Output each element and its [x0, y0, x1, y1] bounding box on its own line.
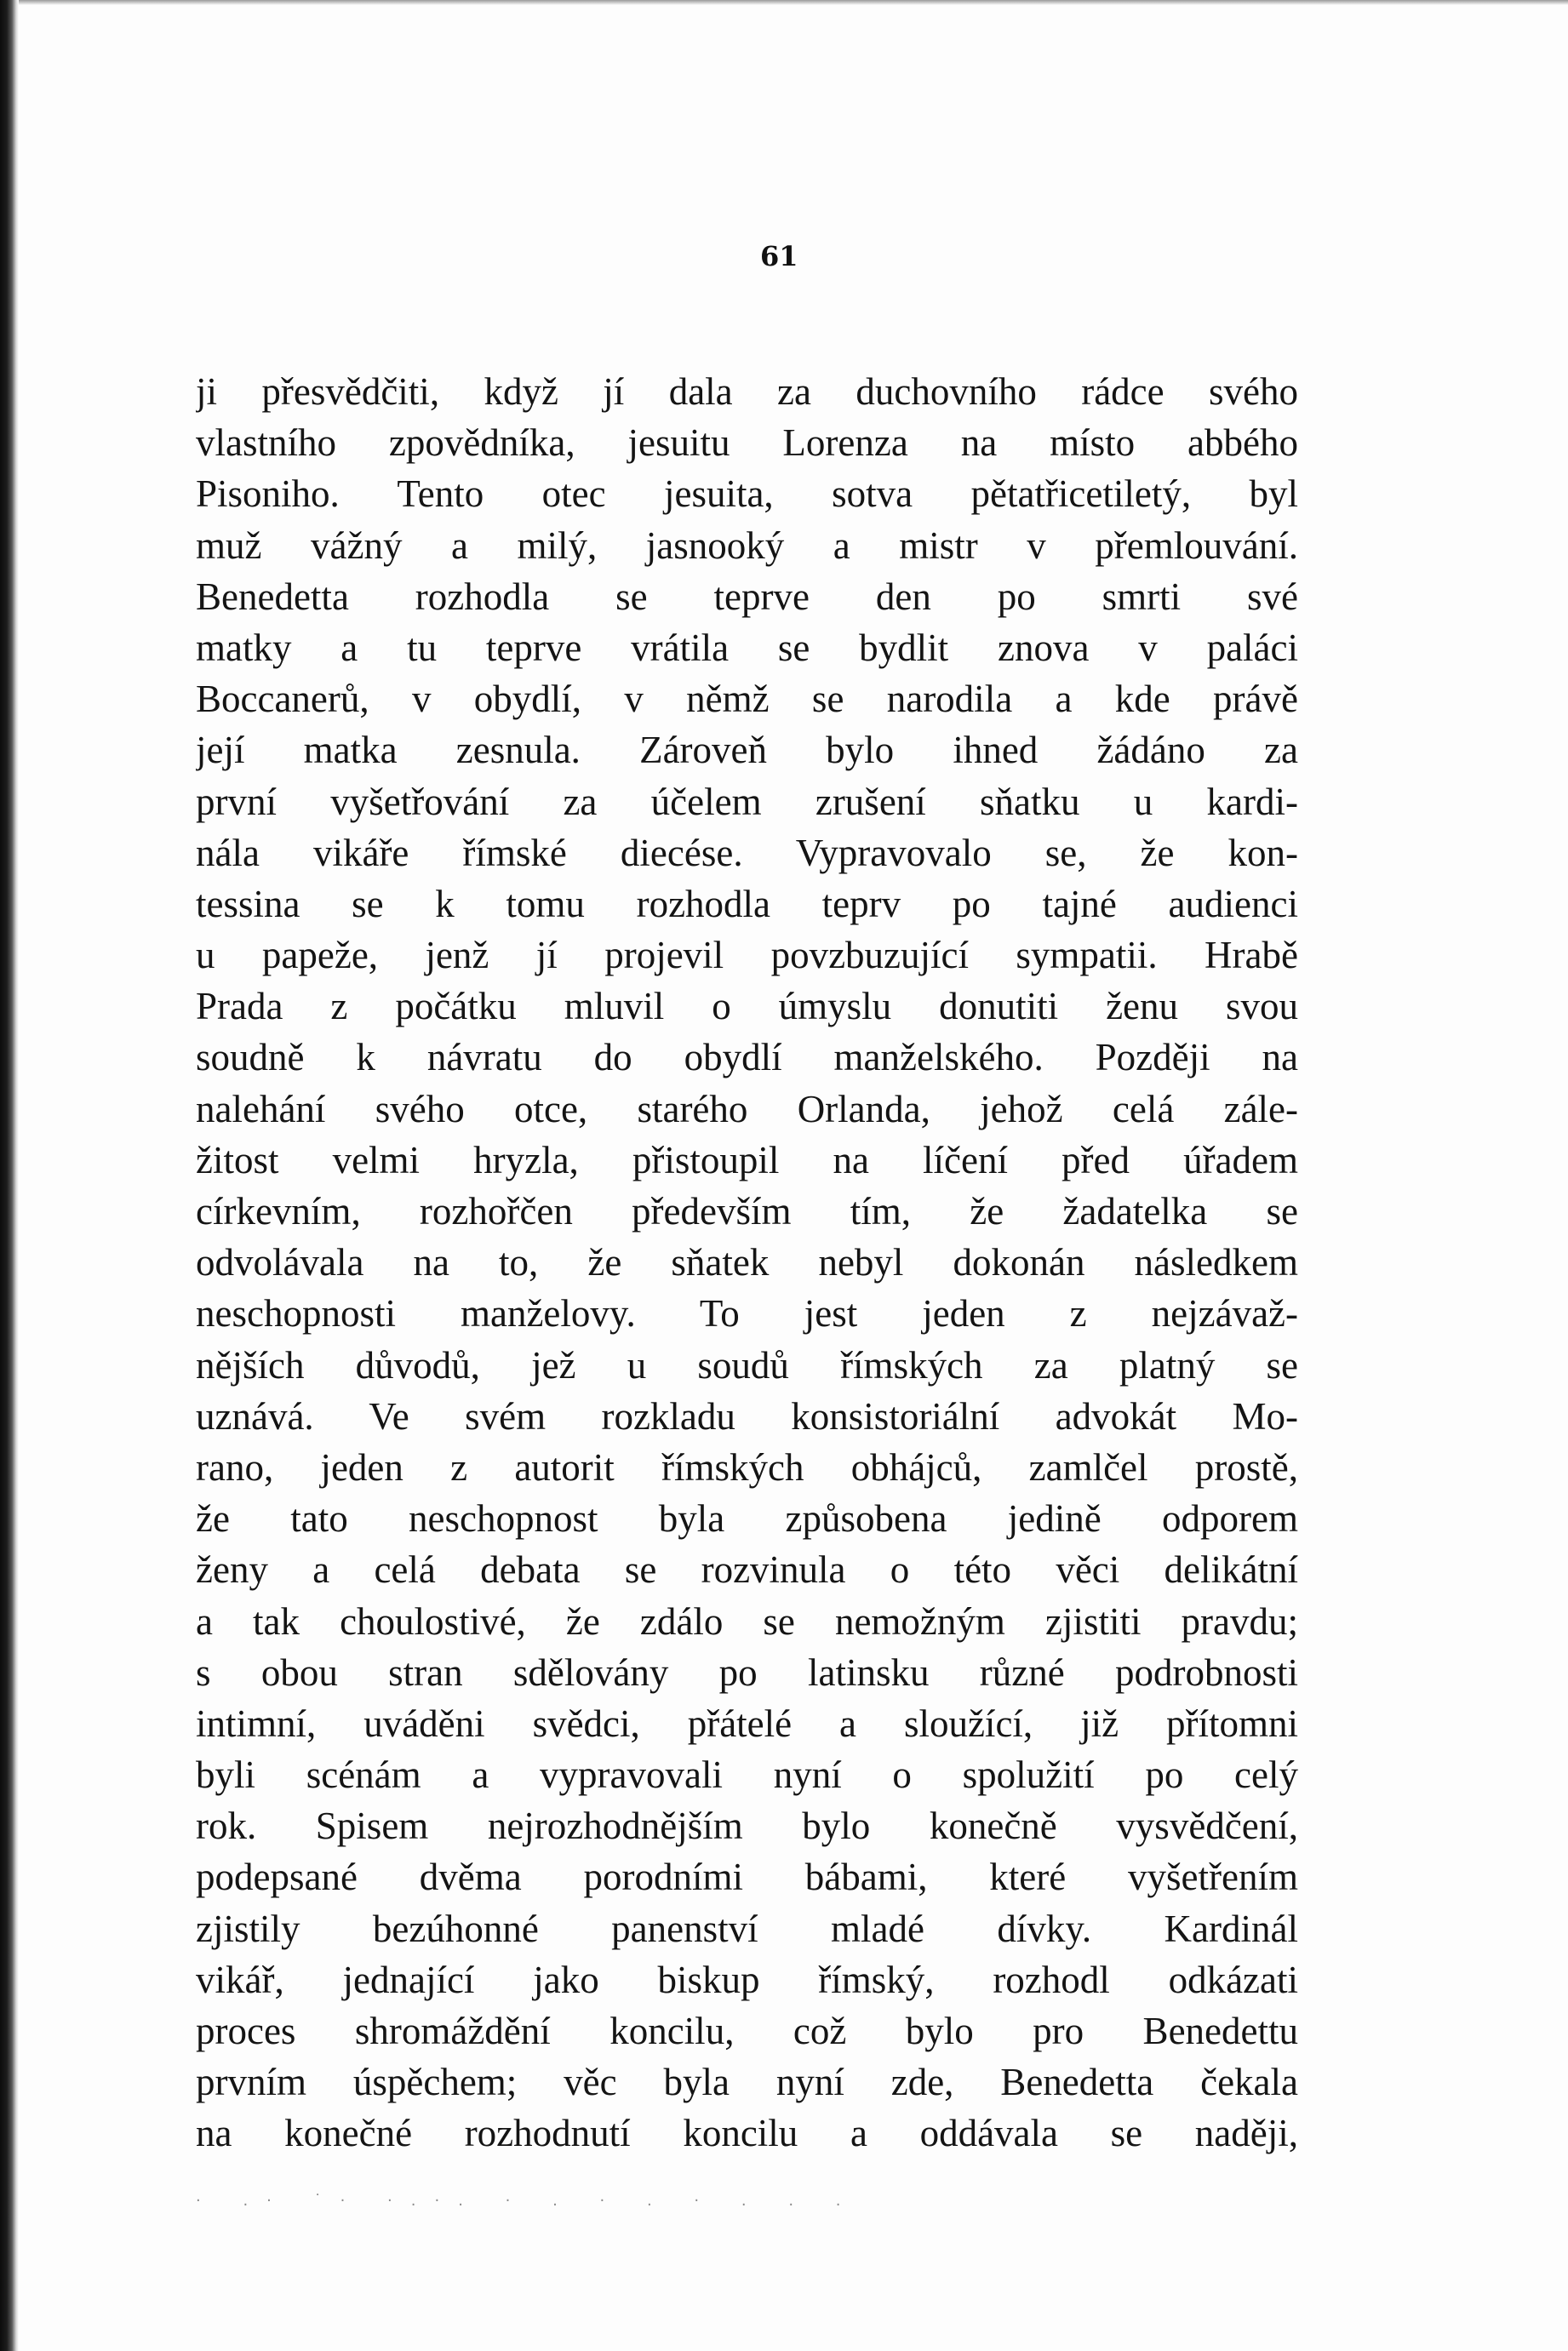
text-line: uznává. Ve svém rozkladu konsistoriální advokát Mo-: [196, 1394, 1298, 1438]
text-line: tessina se k tomu rozhodla teprv po tajné audienci: [196, 882, 1298, 925]
text-line: ženy a celá debata se rozvinula o této věci delikátní: [196, 1548, 1298, 1592]
text-line: odvolávala na to, že sňatek nebyl dokonán následkem: [196, 1241, 1298, 1284]
text-line: církevním, rozhořčen především tím, že žadatelka se: [196, 1190, 1298, 1233]
body-text: [196, 366, 1298, 2159]
text-line: její matka zesnula. Zároveň bylo ihned žádáno za: [196, 729, 1298, 772]
text-line: Pisoniho. Tento otec jesuita, sotva pětatřicetiletý, byl: [196, 472, 1298, 516]
text-line: s obou stran sdělovány po latinsku různé podrobnosti: [196, 1650, 1298, 1694]
text-line: u papeže, jenž jí projevil povzbuzující sympatii. Hrabě: [196, 934, 1298, 977]
page-number: 61: [760, 240, 798, 272]
text-line: nalehání svého otce, starého Orlanda, jehož celá zále-: [196, 1087, 1298, 1130]
text-line: a tak choulostivé, že zdálo se nemožným zjistiti pravdu;: [196, 1599, 1298, 1643]
text-line: proces shromáždění koncilu, což bylo pro Benedettu: [196, 2010, 1298, 2052]
text-line: že tato neschopnost byla způsobena jedině odporem: [196, 1497, 1298, 1541]
text-line: rok. Spisem nejrozhodnějším bylo konečně vysvědčení,: [196, 1805, 1298, 1848]
text-line: Benedetta rozhodla se teprve den po smrti své: [196, 575, 1298, 618]
text-line: zjistily bezúhonné panenství mladé dívky. Kardinál: [196, 1907, 1298, 1950]
text-line: matky a tu teprve vrátila se bydlit znova v paláci: [196, 626, 1298, 669]
text-line: žitost velmi hryzla, přistoupil na líčení před úřadem: [196, 1138, 1298, 1181]
text-line: na konečné rozhodnutí koncilu a oddávala se naději,: [196, 2112, 1298, 2155]
text-line: ji přesvědčiti, když jí dala za duchovního rádce svého: [196, 370, 1298, 413]
text-line: soudně k návratu do obydlí manželského. Později na: [196, 1036, 1298, 1079]
text-line: rano, jeden z autorit římských obhájců, zamlčel prostě,: [196, 1445, 1298, 1489]
page-top-edge: [0, 0, 1568, 5]
text-line: první vyšetřování za účelem zrušení sňatku u kardi-: [196, 780, 1298, 823]
text-line: podepsané dvěma porodními bábami, které vyšetřením: [196, 1856, 1298, 1899]
text-line: byli scénám a vypravovali nyní o spolužití po celý: [196, 1753, 1298, 1797]
text-line: vlastního zpovědníka, jesuitu Lorenza na místo abbého: [196, 421, 1298, 465]
scan-specks: · .· ˙· ·.·. · . · . · . . .: [196, 2192, 860, 2210]
text-line: neschopnosti manželovy. To jest jeden z nejzávaž-: [196, 1292, 1298, 1336]
text-line: prvním úspěchem; věc byla nyní zde, Benedetta čekala: [196, 2061, 1298, 2104]
text-line: vikář, jednající jako biskup římský, rozhodl odkázati: [196, 1958, 1298, 2001]
text-line: muž vážný a milý, jasnooký a mistr v přemlouvání.: [196, 523, 1298, 567]
text-line: intimní, uváděni svědci, přátelé a sloužící, již přítomni: [196, 1702, 1298, 1745]
text-line: Prada z počátku mluvil o úmyslu donutiti ženu svou: [196, 985, 1298, 1028]
text-line: nála vikáře římské diecése. Vypravovalo se, že kon-: [196, 831, 1298, 874]
page-binding-edge: [0, 0, 19, 2351]
text-line: Boccanerů, v obydlí, v němž se narodila a kde právě: [196, 678, 1298, 721]
text-line: nějších důvodů, jež u soudů římských za platný se: [196, 1343, 1298, 1387]
